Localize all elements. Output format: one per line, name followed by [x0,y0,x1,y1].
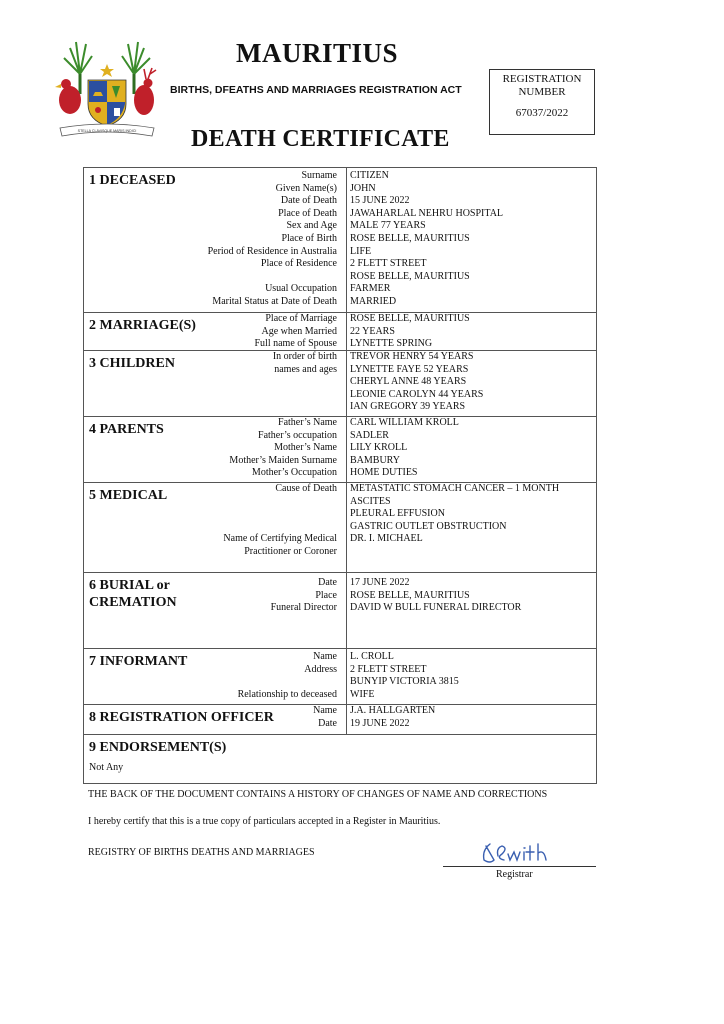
field-label: Usual Occupation [265,283,337,295]
field-value: LEONIE CAROLYN 44 YEARS [350,388,484,400]
section-heading-text: 9 ENDORSEMENT(S) [89,740,227,755]
document-title: DEATH CERTIFICATE [191,126,450,152]
section-heading-text: 7 INFORMANT [89,654,188,669]
section-7 [84,649,596,705]
field-row [84,401,596,414]
registrar-label: Registrar [496,869,533,880]
field-row [84,271,596,284]
act-title: BIRTHS, DFEATHS AND MARRIAGES REGISTRATION ACT [170,84,462,96]
section-heading-text: 4 PARENTS [89,422,164,437]
section-heading [89,577,177,611]
field-label: Date [318,717,337,729]
coat-of-arms-icon [52,34,162,138]
field-row [84,521,596,534]
registration-number: 67037/2022 [515,107,569,119]
field-value: FARMER [350,283,391,295]
field-value: MARRIED [350,295,397,307]
section-heading [89,172,176,189]
field-label [84,508,346,521]
field-row [84,296,596,309]
field-row [84,338,596,351]
field-value: DAVID W BULL FUNERAL DIRECTOR [350,602,522,614]
field-label: Surname [301,170,337,181]
section-8 [84,705,596,735]
field-label: Funeral Director [270,602,337,614]
field-label: Name of Certifying Medical [223,533,337,545]
field-value: LILY KROLL [350,442,408,454]
field-value: 15 JUNE 2022 [350,195,410,207]
registration-label-2: NUMBER [518,86,566,98]
field-label [84,389,346,402]
column-divider [346,417,347,482]
field-value: PLEURAL EFFUSION [350,508,445,520]
section-heading-text: 5 MEDICAL [89,488,168,503]
field-value: LYNETTE SPRING [350,338,433,350]
field-row [84,546,596,559]
field-label: Place [315,589,337,601]
field-value: CITIZEN [350,170,389,181]
field-label: Place of Marriage [265,313,337,324]
field-value: GASTRIC OUTLET OBSTRUCTION [350,520,507,532]
field-value: CARL WILLIAM KROLL [350,417,459,428]
field-value: 22 YEARS [350,325,395,337]
section-heading [89,709,274,726]
field-value: WIFE [350,688,375,700]
signature-line [443,866,596,867]
field-row [84,246,596,259]
field-label: Full name of Spouse [254,338,337,350]
field-label: Place of Birth [281,232,337,244]
column-divider [346,313,347,350]
field-value: METASTATIC STOMACH CANCER – 1 MONTH [350,483,560,494]
field-label: names and ages [274,363,337,375]
field-row [84,220,596,233]
field-label: Mother’s Maiden Surname [229,454,337,466]
field-label: Address [304,663,337,675]
field-value: HOME DUTIES [350,467,418,479]
section-heading-text: 3 CHILDREN [89,356,175,371]
field-label [84,271,346,284]
field-label: Age when Married [261,325,337,337]
field-row [84,467,596,480]
field-label: Place of Residence [260,258,337,270]
field-value: IAN GREGORY 39 YEARS [350,401,466,413]
field-label [84,401,346,414]
field-value: ROSE BELLE, MAURITIUS [350,232,470,244]
field-row [84,508,596,521]
certificate-form [83,167,597,784]
column-divider [346,573,347,648]
section-heading [89,421,164,438]
section-heading [89,653,187,670]
field-label: Date of Death [280,195,337,207]
field-value: 2 FLETT STREET [350,258,427,270]
field-row [84,233,596,246]
field-row [84,442,596,455]
field-label: Practitioner or Coroner [244,545,337,557]
section-heading [89,317,196,334]
section-heading-text: 8 REGISTRATION OFFICER [89,710,274,725]
section-1 [84,168,596,313]
field-label: Place of Death [278,207,337,219]
field-row [84,208,596,221]
registrar-signature [474,840,564,866]
section-3 [84,351,596,417]
field-label: Name [313,705,337,716]
field-label: Date [318,577,337,588]
section-heading-text-2: CREMATION [89,595,177,610]
field-value: J.A. HALLGARTEN [350,705,436,716]
column-divider [346,351,347,416]
field-label: Given Name(s) [275,182,337,194]
field-value: 2 FLETT STREET [350,663,427,675]
svg-text:STELLA CLAVISQUE MARIS INDICI: STELLA CLAVISQUE MARIS INDICI [77,129,137,133]
field-label: Period of Residence in Australia [207,245,337,257]
field-label: Mother’s Name [274,442,337,454]
field-label: Cause of Death [275,483,337,494]
field-value: DR. I. MICHAEL [350,533,423,545]
field-value: ROSE BELLE, MAURITIUS [350,270,470,282]
section-6 [84,573,596,649]
field-value: TREVOR HENRY 54 YEARS [350,351,474,362]
field-label [84,521,346,534]
column-divider [346,705,347,734]
field-label: Relationship to deceased [237,688,337,700]
field-value: BUNYIP VICTORIA 3815 [350,676,459,688]
field-label: Father’s occupation [258,429,337,441]
field-value: SADLER [350,429,389,441]
field-value: LIFE [350,245,372,257]
field-value: 19 JUNE 2022 [350,717,410,729]
registration-label: REGISTRATION [502,73,582,85]
section-9 [84,735,596,783]
field-label: Name [313,651,337,662]
field-row [84,283,596,296]
field-row [84,376,596,389]
column-divider [346,649,347,704]
section-heading [89,487,167,504]
field-row [84,258,596,271]
section-heading-text: 2 MARRIAGE(S) [89,318,196,333]
field-row [84,389,596,402]
field-value: BAMBURY [350,454,401,466]
section-5 [84,483,596,573]
registration-number-box [489,69,595,135]
field-label [84,676,346,689]
certification-statement: I hereby certify that this is a true copy of particulars accepted in a Register in Mauritius. [88,816,441,827]
field-value: MALE 77 YEARS [350,220,426,232]
field-value: JOHN [350,182,376,194]
column-divider [346,483,347,572]
field-value: JAWAHARLAL NEHRU HOSPITAL [350,207,504,219]
section-4 [84,417,596,483]
field-label: Mother’s Occupation [251,467,337,479]
field-row [84,533,596,546]
field-value: L. CROLL [350,651,394,662]
field-value: 17 JUNE 2022 [350,577,410,588]
field-value: CHERYL ANNE 48 YEARS [350,376,467,388]
field-value: LYNETTE FAYE 52 YEARS [350,363,469,375]
field-label: Father’s Name [278,417,337,428]
field-row [84,689,596,702]
endorsement-note: Not Any [89,762,124,773]
column-divider [346,168,347,312]
field-row [84,455,596,468]
registry-name: REGISTRY OF BIRTHS DEATHS AND MARRIAGES [88,847,315,858]
back-notice: THE BACK OF THE DOCUMENT CONTAINS A HISTORY OF CHANGES OF NAME AND CORRECTIONS [88,789,548,800]
section-2 [84,313,596,351]
field-label: In order of birth [272,351,337,362]
field-label: Sex and Age [286,220,337,232]
field-row [84,676,596,689]
section-heading-text: 1 DECEASED [89,173,176,188]
field-value: ROSE BELLE, MAURITIUS [350,589,470,601]
field-value: ASCITES [350,495,391,507]
field-value: ROSE BELLE, MAURITIUS [350,313,470,324]
field-label [84,376,346,389]
section-heading [89,355,175,372]
section-heading-text: 6 BURIAL or [89,578,170,593]
section-heading [89,739,226,756]
country-title: MAURITIUS [236,38,399,68]
field-label: Marital Status at Date of Death [212,295,337,307]
field-row [84,195,596,208]
